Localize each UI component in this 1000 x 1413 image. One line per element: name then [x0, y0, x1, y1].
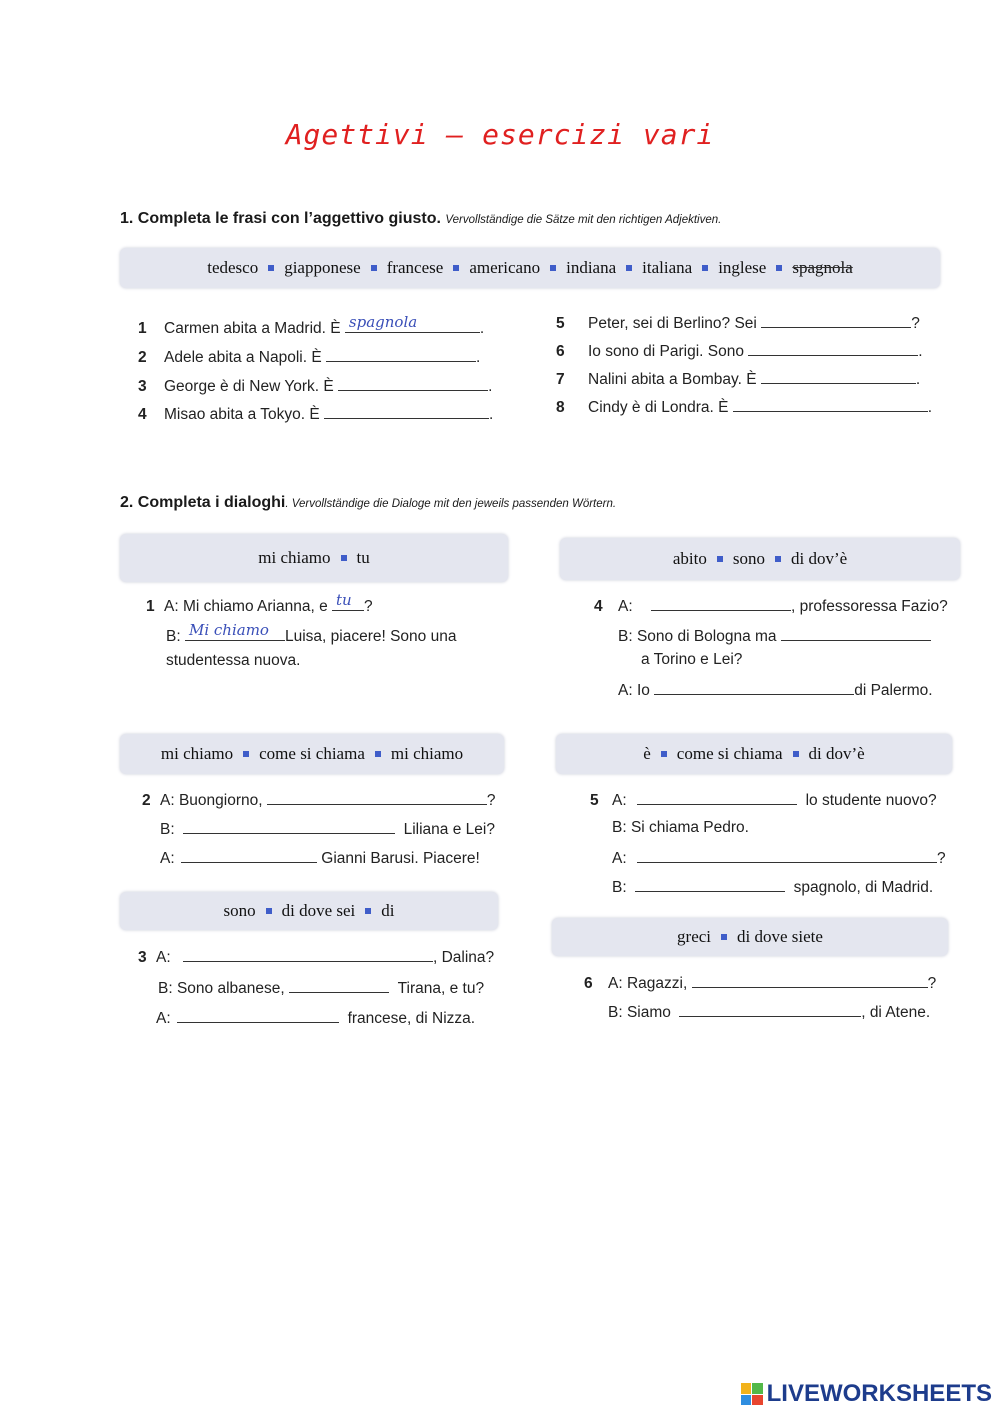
dialog-6-line-a	[584, 973, 936, 993]
word: abito	[672, 549, 707, 568]
sentence-text: Adele abita a Napoli. È	[164, 349, 322, 366]
answer-field[interactable]	[289, 978, 389, 993]
answer-field[interactable]	[345, 313, 480, 333]
item-number: 2	[138, 349, 147, 366]
word: mi chiamo	[390, 744, 464, 763]
dialog-2-line-a2	[160, 848, 480, 868]
bullet-icon	[371, 265, 377, 271]
handwritten-answer: Mi chiamo	[188, 621, 269, 639]
line-text: B: Sono di Bologna ma	[618, 628, 777, 645]
line-text: lo studente nuovo?	[805, 792, 937, 809]
bullet-icon	[721, 934, 727, 940]
item-number: 7	[556, 371, 565, 388]
dialog-5-line-b2	[612, 877, 933, 897]
line-text: B:	[166, 628, 181, 645]
sentence-2	[138, 347, 480, 367]
handwritten-answer: spagnola	[348, 313, 418, 331]
dialog-5-line-a	[590, 790, 937, 810]
sentence-8	[556, 397, 932, 417]
punct: ?	[911, 315, 920, 332]
sentence-text: George è di New York. È	[164, 378, 334, 395]
item-number: 1	[146, 598, 155, 615]
answer-field[interactable]	[651, 596, 791, 611]
line-text: , di Atene.	[861, 1004, 931, 1021]
punct: .	[476, 349, 481, 366]
line-text: A:	[156, 1010, 171, 1027]
word: indiana	[566, 258, 617, 277]
item-number: 6	[584, 975, 593, 992]
word-box-dialog-4	[560, 538, 960, 580]
answer-field[interactable]	[637, 848, 937, 863]
sentence-text: Misao abita a Tokyo. È	[164, 406, 320, 423]
word-box-dialog-1	[120, 534, 508, 582]
word: giapponese	[284, 258, 361, 277]
sentence-1	[138, 313, 485, 338]
line-text: A: Mi chiamo Arianna, e	[164, 598, 328, 615]
punct: ?	[486, 792, 496, 809]
page-title: Agettivi – esercizi vari	[285, 118, 715, 151]
punct: .	[488, 406, 494, 423]
answer-field[interactable]	[654, 680, 854, 695]
bullet-icon	[266, 908, 272, 914]
bullet-icon	[375, 751, 381, 757]
answer-field[interactable]	[324, 404, 489, 419]
item-number: 5	[556, 315, 565, 332]
dialog-4-line-a	[594, 596, 948, 616]
answer-field[interactable]	[326, 347, 476, 362]
dialog-5-line-a2	[612, 848, 946, 868]
punct: .	[915, 371, 921, 388]
line-text: B:	[160, 821, 175, 838]
dialog-1-line-b-cont: studentessa nuova.	[166, 652, 301, 669]
answer-field[interactable]	[761, 313, 911, 328]
dialog-3-line-a	[138, 947, 494, 967]
answer-field[interactable]	[635, 877, 785, 892]
word: come si chiama	[676, 744, 783, 763]
word: inglese	[718, 258, 767, 277]
line-text: B: Siamo	[608, 1004, 671, 1021]
item-number: 3	[138, 378, 147, 395]
bullet-icon	[243, 751, 249, 757]
exercise-2-heading	[120, 494, 616, 512]
word: di dov’è	[790, 549, 848, 568]
sentence-text: Io sono di Parigi. Sono	[588, 343, 744, 360]
line-text: A:	[612, 850, 627, 867]
word: sono	[732, 549, 765, 568]
exercise-2-heading-it: 2. Completa i dialoghi	[120, 494, 286, 511]
item-number: 3	[138, 949, 147, 966]
word: come si chiama	[259, 744, 365, 763]
dialog-1-line-a	[146, 591, 373, 616]
line-text: A:	[160, 850, 175, 867]
item-number: 6	[556, 343, 565, 360]
answer-field[interactable]	[338, 376, 488, 391]
line-text: A: Buongiorno,	[160, 792, 263, 809]
word: di	[381, 901, 395, 920]
item-number: 5	[590, 792, 599, 809]
line-text: A:	[156, 949, 171, 966]
line-text: A: Ragazzi,	[608, 975, 688, 992]
bullet-icon	[717, 556, 723, 562]
dialog-6-line-b	[608, 1002, 930, 1022]
line-text: , professoressa Fazio?	[790, 598, 948, 615]
answer-field[interactable]	[733, 397, 928, 412]
answer-field[interactable]	[181, 848, 317, 863]
handwritten-answer: tu	[336, 591, 352, 609]
dialog-2-line-b	[160, 819, 495, 839]
word: di dov’è	[808, 744, 865, 763]
word: tu	[356, 548, 370, 567]
dialog-4-line-b-cont: a Torino e Lei?	[641, 651, 743, 668]
word: mi chiamo	[160, 744, 234, 763]
bullet-icon	[776, 265, 782, 271]
punct: .	[927, 399, 933, 416]
word-box-dialog-3	[120, 892, 498, 930]
word-box-dialog-5	[556, 734, 952, 774]
item-number: 4	[138, 406, 147, 423]
bullet-icon	[341, 555, 347, 561]
answer-field[interactable]	[748, 341, 918, 356]
exercise-1-heading-it: 1. Completa le frasi con l’aggettivo giusto.	[120, 210, 441, 227]
dialog-5-line-b: B: Si chiama Pedro.	[612, 819, 749, 836]
item-number: 8	[556, 399, 565, 416]
dialog-1-line-b	[166, 621, 457, 646]
answer-field[interactable]	[781, 626, 931, 641]
exercise-2-heading-de: . Vervollständige die Dialoge mit den jeweils passenden Wörtern.	[285, 498, 617, 510]
punct: ?	[936, 850, 946, 867]
word: francese	[386, 258, 444, 277]
bullet-icon	[661, 751, 667, 757]
sentence-text: Peter, sei di Berlino? Sei	[588, 315, 757, 332]
line-text: francese, di Nizza.	[347, 1010, 476, 1027]
dialog-4-line-b	[618, 626, 931, 646]
line-text: Luisa, piacere! Sono una	[284, 628, 457, 645]
word: è	[643, 744, 651, 763]
answer-field[interactable]	[177, 1008, 339, 1023]
punct: ?	[364, 598, 373, 615]
answer-field[interactable]	[332, 591, 364, 611]
dialog-3-line-b	[158, 978, 484, 998]
word: americano	[469, 258, 541, 277]
bullet-icon	[453, 265, 459, 271]
item-number: 1	[138, 320, 147, 337]
sentence-3	[138, 376, 492, 396]
item-number: 4	[594, 598, 603, 615]
punct: .	[488, 378, 493, 395]
punct: .	[479, 320, 485, 337]
sentence-7	[556, 369, 920, 389]
liveworksheets-logo	[741, 1380, 992, 1408]
item-number: 2	[142, 792, 151, 809]
word-box-1	[120, 248, 940, 288]
bullet-icon	[626, 265, 632, 271]
line-text: di Palermo.	[854, 682, 933, 699]
word: di dove sei	[281, 901, 356, 920]
line-text: A:	[612, 792, 627, 809]
line-text: Liliana e Lei?	[403, 821, 495, 838]
dialog-4-line-a2	[618, 680, 933, 700]
punct: ?	[927, 975, 937, 992]
line-text: B: Sono albanese,	[158, 980, 285, 997]
word: tedesco	[207, 258, 259, 277]
answer-field[interactable]	[692, 973, 928, 988]
word: italiana	[642, 258, 693, 277]
bullet-icon	[365, 908, 371, 914]
sentence-text: Carmen abita a Madrid. È	[164, 320, 341, 337]
word: di dove siete	[737, 927, 823, 946]
exercise-1-heading	[120, 210, 721, 228]
answer-field[interactable]	[637, 790, 797, 805]
sentence-text: Cindy è di Londra. È	[588, 399, 729, 416]
bullet-icon	[793, 751, 799, 757]
bullet-icon	[550, 265, 556, 271]
word: greci	[677, 927, 712, 946]
exercise-1-heading-de: Vervollständige die Sätze mit den richtigen Adjektiven.	[445, 214, 722, 226]
word: sono	[223, 901, 256, 920]
answer-field[interactable]	[183, 947, 433, 962]
word-box-dialog-6	[552, 918, 948, 956]
sentence-5	[556, 313, 920, 333]
bullet-icon	[702, 265, 708, 271]
punct: .	[918, 343, 923, 360]
bullet-icon	[775, 556, 781, 562]
line-text: spagnolo, di Madrid.	[793, 879, 934, 896]
sentence-6	[556, 341, 923, 361]
answer-field[interactable]	[183, 819, 395, 834]
word: mi chiamo	[258, 548, 331, 567]
answer-field[interactable]	[267, 790, 487, 805]
sentence-4	[138, 404, 493, 424]
answer-field[interactable]	[185, 621, 285, 641]
answer-field[interactable]	[761, 369, 916, 384]
line-text: A:	[618, 598, 633, 615]
line-text: Gianni Barusi. Piacere!	[321, 850, 480, 867]
line-text: Tirana, e tu?	[397, 980, 485, 997]
word-box-dialog-2	[120, 734, 504, 774]
line-text: B:	[612, 879, 627, 896]
liveworksheets-icon	[741, 1383, 763, 1405]
dialog-3-line-a2	[156, 1008, 475, 1028]
footer-brand: LIVEWORKSHEETS	[766, 1380, 992, 1407]
line-text: A: Io	[618, 682, 650, 699]
answer-field[interactable]	[679, 1002, 861, 1017]
word-used: spagnola	[792, 258, 853, 277]
line-text: , Dalina?	[432, 949, 495, 966]
bullet-icon	[268, 265, 274, 271]
dialog-2-line-a	[142, 790, 495, 810]
sentence-text: Nalini abita a Bombay. È	[588, 371, 757, 388]
